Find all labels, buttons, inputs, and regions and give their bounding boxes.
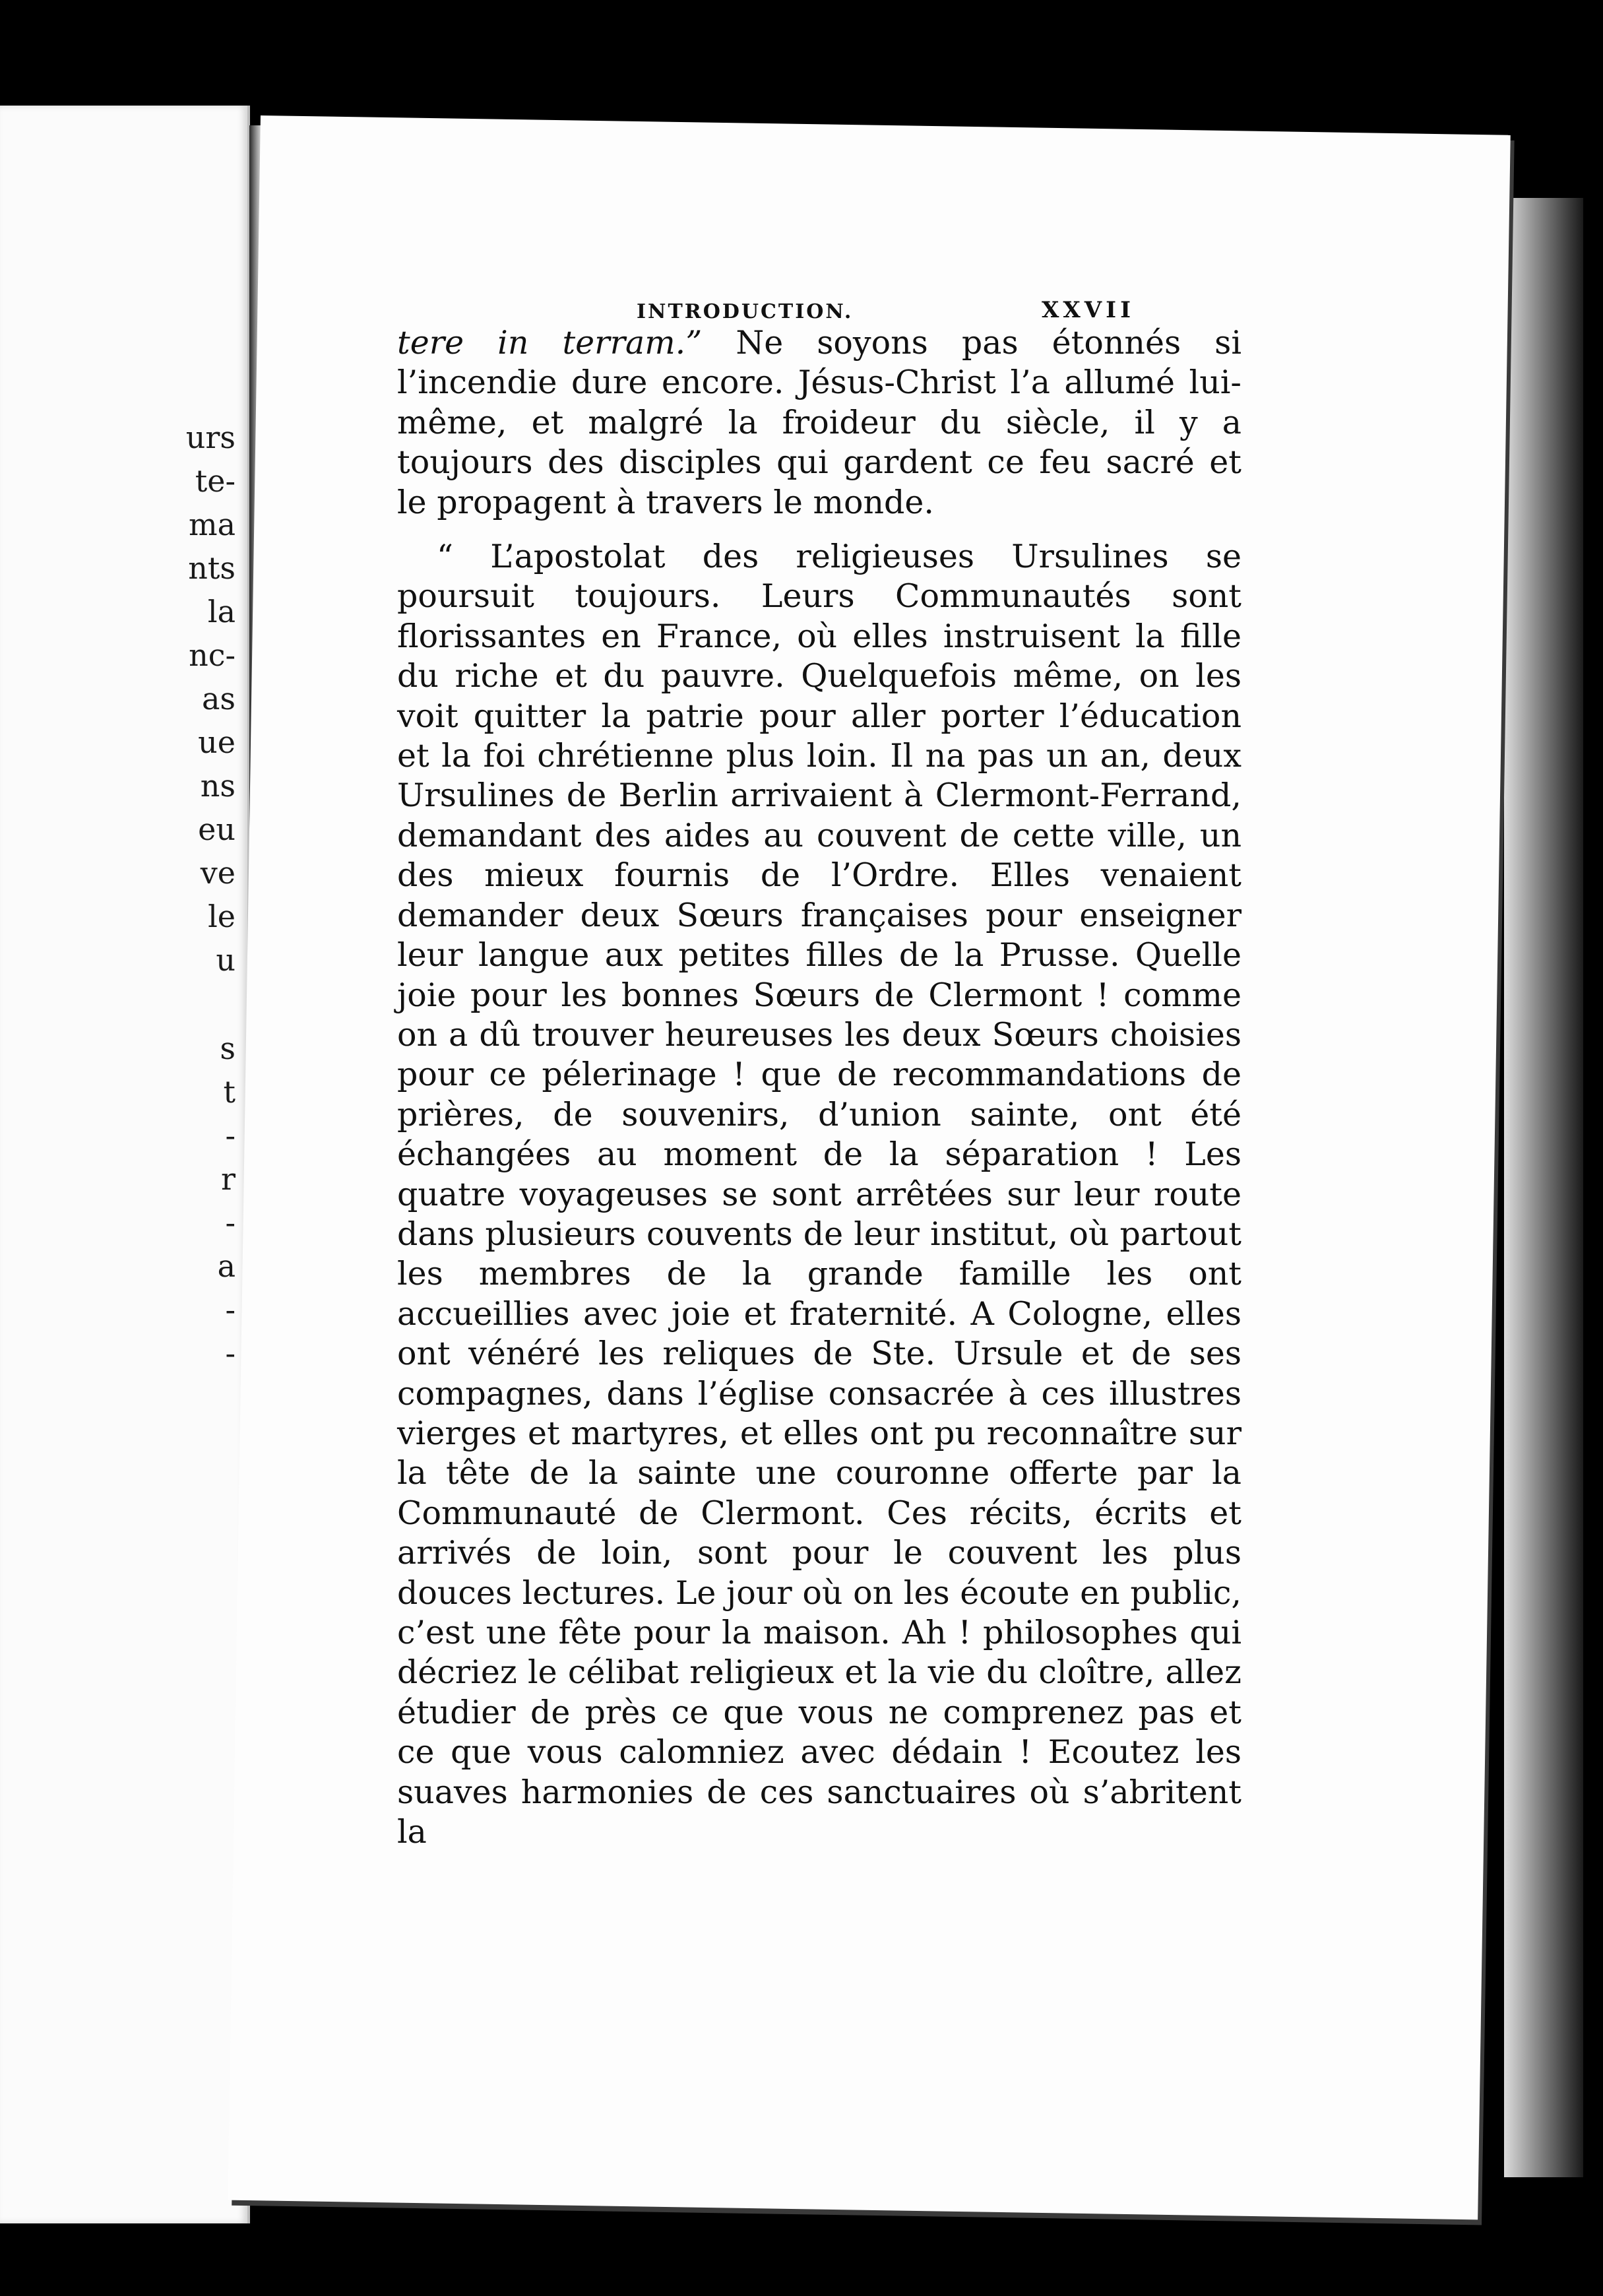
left-fragment: urs [185,420,236,455]
left-fragment: r [221,1161,236,1197]
left-fragment: ve [200,855,236,891]
left-fragment: u [216,942,236,978]
left-page-text-fragments [186,416,236,1375]
paragraph-1-text: Ne soyons pas étonnés si l’incendie dure encore. Jésus-Christ l’a allumé lui-même, et malgré la froideur du siècle, il y a toujours des disciples qui gardent ce feu sacré et le propagent à travers le monde. [397,324,1242,521]
left-fragment: eu [198,812,236,847]
left-fragment: - [225,1205,236,1240]
left-fragment: t [223,1074,236,1110]
paragraph-1 [397,323,1242,523]
left-fragment: nc- [189,637,236,673]
italic-fragment: tere in terram.” [397,324,703,362]
left-fragment: ns [200,768,236,804]
left-fragment: - [225,1118,236,1153]
left-fragment: ue [198,724,236,760]
page-number: XXVII [1042,297,1135,323]
left-fragment: la [207,594,236,629]
left-fragment: s [220,1031,236,1066]
left-fragment: - [225,1335,236,1371]
left-fragment: ma [188,507,236,542]
left-fragment: te- [195,463,236,499]
paragraph-2: “ L’apostolat des religieuses Ursulines se poursuit toujours. Leurs Communautés sont florissantes en France, où elles instruisent la fille du riche et du pauvre. Quelquefois même, on les voit quitter la patrie pour aller porter l’éducation et la foi chrétienne plus loin. Il na pas un an, deux Ursulines de Berlin arrivaient à Clermont-Ferrand, demandant des aides au couvent de cette ville, un des mieux fournis de l’Ordre. Elles venaient demander deux Sœurs françaises pour enseigner leur langue aux petites filles de la Prusse. Quelle joie pour les bonnes Sœurs de Clermont ! comme on a dû trouver heureuses les deux Sœurs choisies pour ce pélerinage ! que de recommandations de prières, de souvenirs, d’union sainte, ont été échangées au moment de la séparation ! Les quatre voyageuses se sont arrêtées sur leur route dans plusieurs couvents de leur institut, où partout les membres de la grande famille les ont accueillies avec joie et fraternité. A Cologne, elles ont vénéré les reliques de Ste. Ursule et de ses compagnes, dans l’église consacrée à ces illustres vierges et martyres, et elles ont pu reconnaître sur la tête de la sainte une couronne offerte par la Communauté de Clermont. Ces récits, écrits et arrivés de loin, sont pour le couvent les plus douces lectures. Le jour où on les écoute en public, c’est une fête pour la maison. Ah ! philosophes qui décriez le célibat religieux et la vie du cloître, allez étudier de près ce que vous ne comprenez pas et ce que vous calomniez avec dédain ! Ecoutez les suaves harmonies de ces sanctuaires où s’abritent la [397,538,1242,1851]
left-fragment: - [225,1292,236,1327]
body-text [397,323,1242,1852]
left-fragment: le [208,899,236,934]
left-fragment: as [201,681,236,717]
running-title: INTRODUCTION. [637,300,854,323]
left-fragment: nts [188,550,236,586]
left-fragment: a [217,1248,236,1284]
running-header [488,277,1135,323]
left-page [0,106,250,2223]
page-edge-shadow [1504,198,1583,2177]
